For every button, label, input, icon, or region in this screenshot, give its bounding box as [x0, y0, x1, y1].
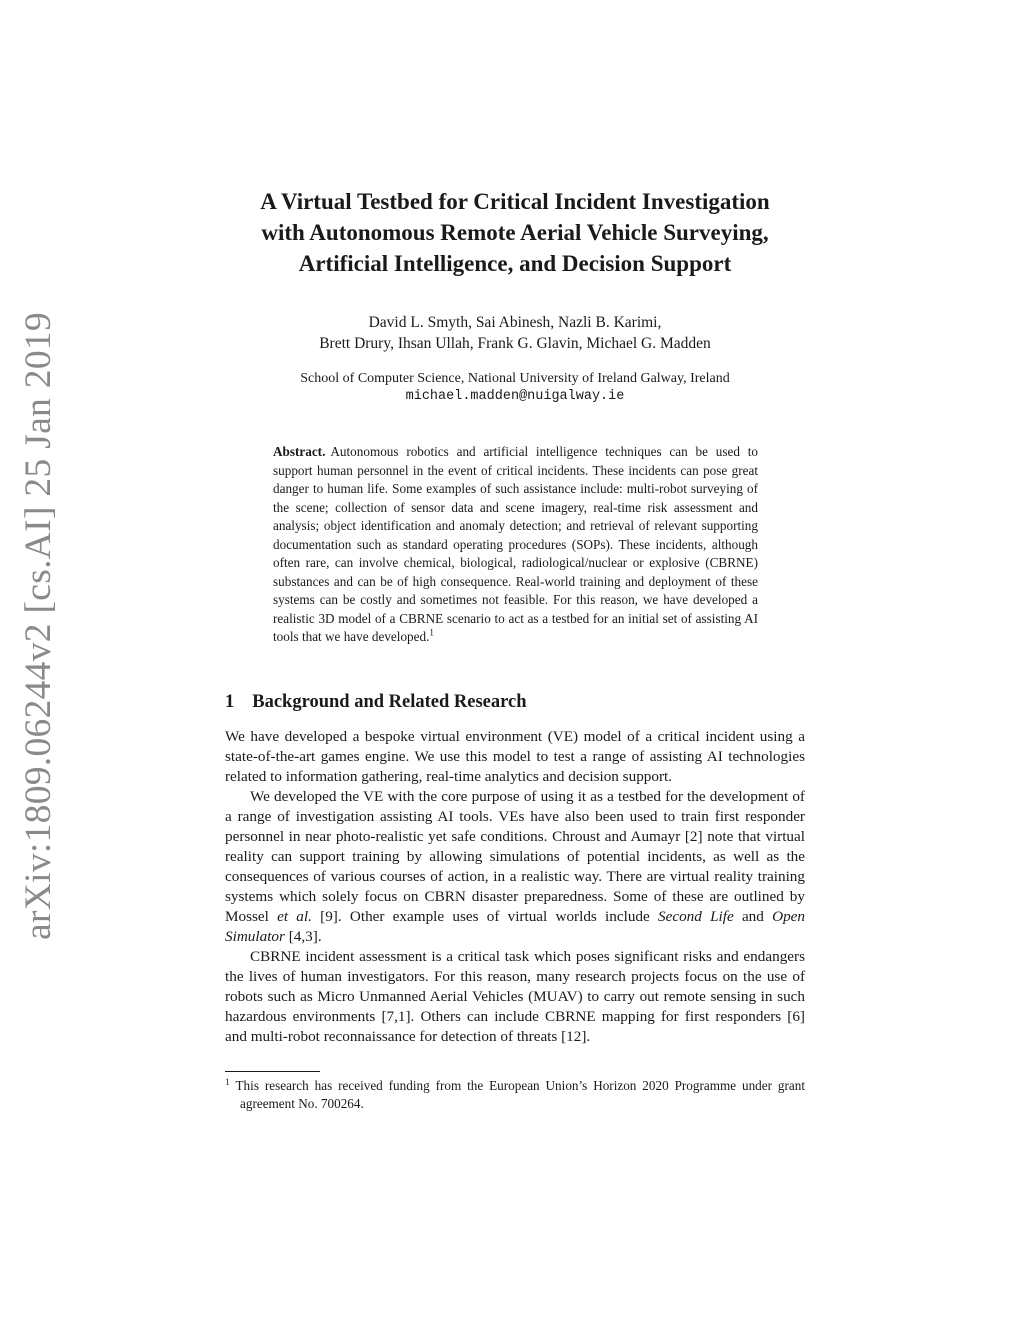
paragraph-2-and: and [733, 908, 773, 925]
authors-line-2: Brett Drury, Ihsan Ullah, Frank G. Glavin, Michael G. Madden [319, 335, 711, 352]
authors-line-1: David L. Smyth, Sai Abinesh, Nazli B. Karimi, [368, 314, 662, 331]
title-line-3: Artificial Intelligence, and Decision Support [298, 251, 732, 276]
paragraph-2-part-c: [4,3]. [284, 928, 322, 945]
contact-email: michael.madden@nuigalway.ie [405, 389, 625, 404]
section-heading [225, 690, 527, 714]
title-line-1: A Virtual Testbed for Critical Incident Investigation [260, 189, 770, 214]
abstract-text: Autonomous robotics and artificial intelligence techniques can be used to support human personnel in the event of critical incidents. These incidents can pose great danger to human life. Some examples of such assistance include: multi-robot surveying of the scene; collection of sensor data and scene imagery, real-time risk assessment and analysis; object identification and anomaly detection; and retrieval of relevant supporting documentation such as standard operating procedures (SOPs). These incidents, although often rare, can involve chemical, biological, radiological/nuclear or explosive (CBRNE) substances and can be of high consequence. Real-world training and deployment of these systems can be costly and sometimes not feasible. For this reason, we have developed a realistic 3D model of a CBRNE scenario to act as a testbed for an initial set of assisting AI tools that we have developed. [273, 444, 758, 644]
affiliation: School of Computer Science, National University of Ireland Galway, Ireland [300, 371, 730, 386]
section-number: 1 [225, 692, 235, 712]
paper-title [200, 186, 830, 279]
footnote-mark: 1 [225, 1076, 230, 1087]
paragraph-2-part-b: [9]. Other example uses of virtual worlds include [311, 908, 658, 925]
paragraph-1: We have developed a bespoke virtual environment (VE) model of a critical incident using a state-of-the-art games engine. We use this model to test a range of assisting AI technologies related to information gathering, real-time analytics and decision support. [225, 728, 805, 785]
author-list [220, 312, 810, 354]
title-line-2: with Autonomous Remote Aerial Vehicle Surveying, [261, 220, 769, 245]
footnote [225, 1077, 805, 1113]
open-simulator-italic: Open Simulator [225, 908, 806, 945]
footnote-text: This research has received funding from the European Union’s Horizon 2020 Programme under grant agreement No. 700264. [235, 1078, 805, 1111]
paragraph-2 [225, 787, 805, 947]
paragraph-2-part-a: We developed the VE with the core purpose of using it as a testbed for the development of a range of investigation assisting AI tools. VEs have also been used to train first responder personnel in near photo-realistic yet safe conditions. Chroust and Aumayr [2] note that virtual reality can support training by allowing simulations of potential incidents, as well as the consequences of various courses of action, in a realistic way. There are virtual reality training systems which solely focus on CBRN disaster preparedness. Some of these are outlined by Mossel [225, 788, 805, 925]
abstract [273, 443, 758, 647]
arxiv-stamp: arXiv:1809.06244v2 [cs.AI] 25 Jan 2019 [18, 312, 59, 940]
abstract-footnote-ref[interactable]: 1 [429, 627, 434, 638]
et-al-italic: et al. [277, 908, 312, 925]
second-life-italic: Second Life [658, 908, 734, 925]
section-body [225, 727, 805, 1047]
footnote-divider [225, 1071, 320, 1072]
paragraph-3: CBRNE incident assessment is a critical task which poses significant risks and endangers the lives of human investigators. For this reason, many research projects focus on the use of robots such as Micro Unmanned Aerial Vehicles (MUAV) to carry out remote sensing in such hazardous environments [7,1]. Others can include CBRNE mapping for first responders [6] and multi-robot reconnaissance for detection of threats [12]. [225, 948, 805, 1045]
section-title: Background and Related Research [252, 692, 527, 712]
abstract-label: Abstract. [273, 444, 326, 459]
